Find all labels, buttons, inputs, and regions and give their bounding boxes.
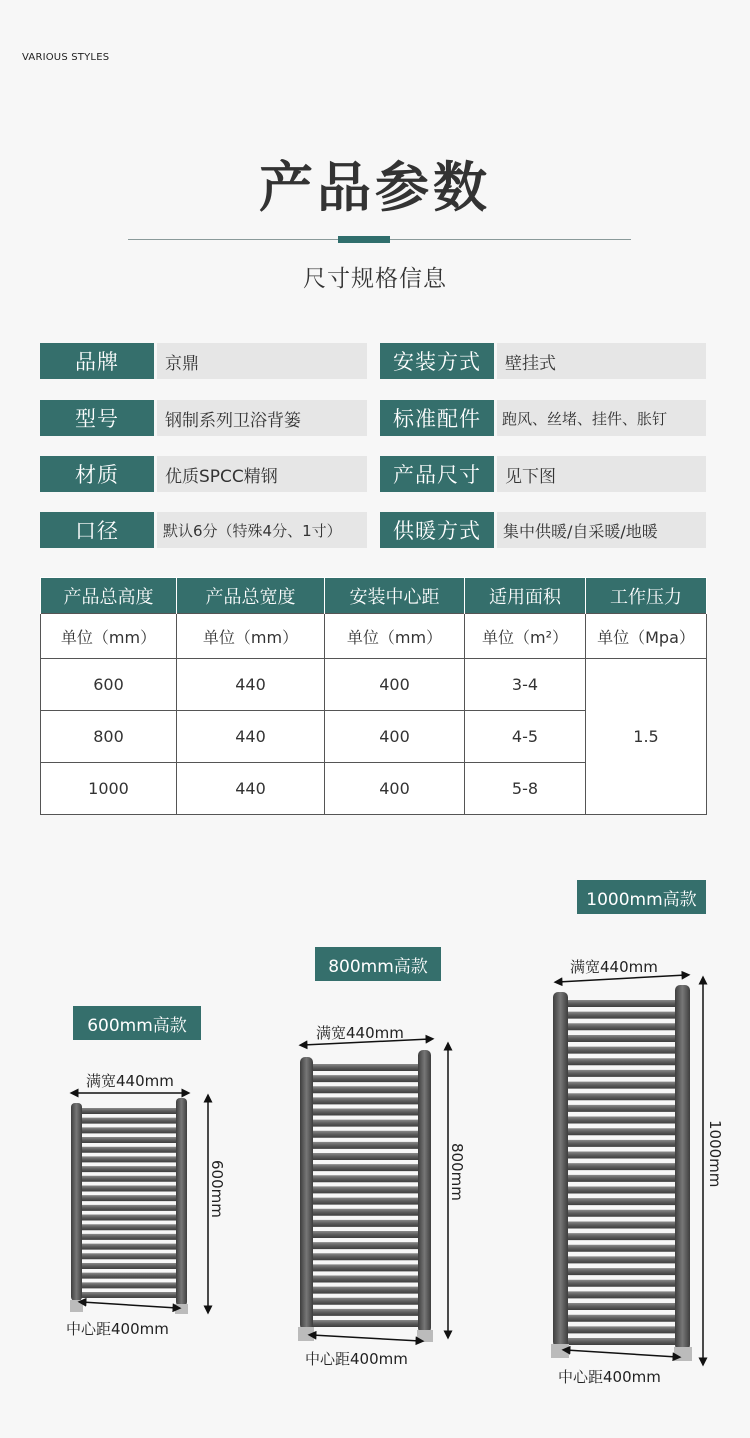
height-label-600: 600mm [208,1160,226,1218]
table-cell: 800 [41,711,177,763]
spec-value: 优质SPCC精钢 [157,456,367,492]
radiator-bar [308,1142,424,1149]
spec-value: 壁挂式 [497,343,706,379]
radiator-bar [562,1210,682,1217]
radiator-bar [308,1186,424,1193]
radiator-bar [562,1221,682,1228]
radiator-bar [308,1253,424,1260]
radiator-bar [562,1070,682,1077]
radiator-bar [78,1253,182,1259]
page-title: 产品参数 [259,156,491,219]
spec-label: 安装方式 [380,343,494,379]
radiator-bar [308,1153,424,1160]
width-label-800: 满宽440mm [316,1024,404,1042]
center-label-1000: 中心距400mm [558,1368,661,1386]
table-unit: 单位（mm） [41,614,177,659]
radiator-bar [562,1117,682,1124]
center-label-600: 中心距400mm [66,1320,169,1338]
page-subtitle: 尺寸规格信息 [303,266,447,292]
radiator-bar [562,1245,682,1252]
spec-value: 集中供暖/自采暖/地暖 [497,512,706,548]
radiator-bar [78,1263,182,1269]
height-label-800: 800mm [448,1143,466,1201]
radiator-bar [78,1244,182,1250]
radiator-bar [562,1326,682,1333]
table-cell: 5-8 [465,763,586,815]
radiator-1000 [551,975,703,1362]
radiator-bar [562,1093,682,1100]
radiator-bar [78,1108,182,1114]
radiator-bar [562,1303,682,1310]
radiator-bar [308,1309,424,1316]
brand-tag: VARIOUS STYLES [22,52,110,63]
model-badge-1000: 1000mm高款 [577,880,706,914]
table-cell: 3-4 [465,659,586,711]
radiator-bar [562,1035,682,1042]
radiator-bar [78,1292,182,1298]
radiator-bar [308,1131,424,1138]
model-badge-600: 600mm高款 [73,1006,201,1040]
radiator-bar [562,1186,682,1193]
table-cell: 400 [325,763,465,815]
radiator-bar [78,1205,182,1211]
radiator-bar [78,1215,182,1221]
radiator-bar [562,1082,682,1089]
radiator-bar [308,1198,424,1205]
model-badge-800: 800mm高款 [315,947,441,981]
radiator-bar [562,1105,682,1112]
radiator-bar [78,1224,182,1230]
radiator-bar [78,1127,182,1133]
radiator-bar [308,1209,424,1216]
table-cell: 400 [325,711,465,763]
radiator-bar [562,1256,682,1263]
table-header: 适用面积 [465,578,586,614]
radiator-bar [78,1282,182,1288]
radiator-bar [308,1287,424,1294]
table-cell: 4-5 [465,711,586,763]
radiator-bar [78,1147,182,1153]
table-unit: 单位（Mpa） [586,614,707,659]
radiator-bar [562,1338,682,1345]
radiator-bar [562,1291,682,1298]
radiator-bar [78,1118,182,1124]
table-unit: 单位（mm） [177,614,325,659]
spec-value: 跑风、丝堵、挂件、胀钉 [497,400,706,436]
radiator-600 [70,1093,208,1314]
radiator-bar [308,1231,424,1238]
radiator-bar [562,1280,682,1287]
radiator-bar [562,1058,682,1065]
radiator-bar [308,1075,424,1082]
radiator-bar [562,1023,682,1030]
spec-label: 口径 [40,512,154,548]
radiator-bar [562,1152,682,1159]
width-label-600: 满宽440mm [86,1072,174,1090]
table-cell: 600 [41,659,177,711]
radiator-bar [308,1320,424,1327]
table-header: 产品总高度 [41,578,177,614]
table-header: 安装中心距 [325,578,465,614]
table-cell-pressure: 1.5 [586,659,707,815]
table-cell: 1000 [41,763,177,815]
table-cell: 440 [177,711,325,763]
spec-label: 品牌 [40,343,154,379]
radiator-bar [78,1185,182,1191]
radiator-bar [308,1109,424,1116]
table-unit: 单位（mm） [325,614,465,659]
table-header: 工作压力 [586,578,707,614]
radiator-bar [562,1198,682,1205]
radiator-bar [562,1140,682,1147]
spec-value: 钢制系列卫浴背篓 [157,400,367,436]
radiator-bar [308,1175,424,1182]
spec-value: 默认6分（特殊4分、1寸） [157,512,367,548]
spec-value: 京鼎 [157,343,367,379]
center-label-800: 中心距400mm [305,1350,408,1368]
spec-label: 产品尺寸 [380,456,494,492]
spec-value: 见下图 [497,456,706,492]
radiator-bar [562,1175,682,1182]
table-cell: 400 [325,659,465,711]
table-unit: 单位（m²） [465,614,586,659]
table-cell: 440 [177,659,325,711]
radiator-bar [562,1233,682,1240]
radiator-bar [78,1273,182,1279]
height-label-1000: 1000mm [706,1120,724,1188]
radiator-bar [562,1012,682,1019]
radiator-bar [308,1064,424,1071]
radiator-bar [308,1275,424,1282]
radiator-bar [308,1120,424,1127]
radiator-bar [308,1097,424,1104]
radiator-bar [78,1234,182,1240]
radiator-bar [78,1166,182,1172]
spec-label: 标准配件 [380,400,494,436]
spec-label: 型号 [40,400,154,436]
radiator-bar [562,1163,682,1170]
table-header: 产品总宽度 [177,578,325,614]
radiator-bar [562,1000,682,1007]
spec-label: 材质 [40,456,154,492]
radiator-bar [308,1242,424,1249]
radiator-bar [308,1298,424,1305]
spec-label: 供暖方式 [380,512,494,548]
radiator-bar [308,1086,424,1093]
radiator-800 [298,1039,448,1342]
radiator-bar [562,1268,682,1275]
radiator-bar [562,1315,682,1322]
radiator-bar [78,1156,182,1162]
radiator-bar [78,1176,182,1182]
radiator-bar [78,1195,182,1201]
radiator-bar [308,1220,424,1227]
radiator-bar [562,1128,682,1135]
radiator-bar [78,1137,182,1143]
radiator-bar [308,1164,424,1171]
radiator-bar [308,1264,424,1271]
table-cell: 440 [177,763,325,815]
width-label-1000: 满宽440mm [570,958,658,976]
radiator-bar [562,1047,682,1054]
